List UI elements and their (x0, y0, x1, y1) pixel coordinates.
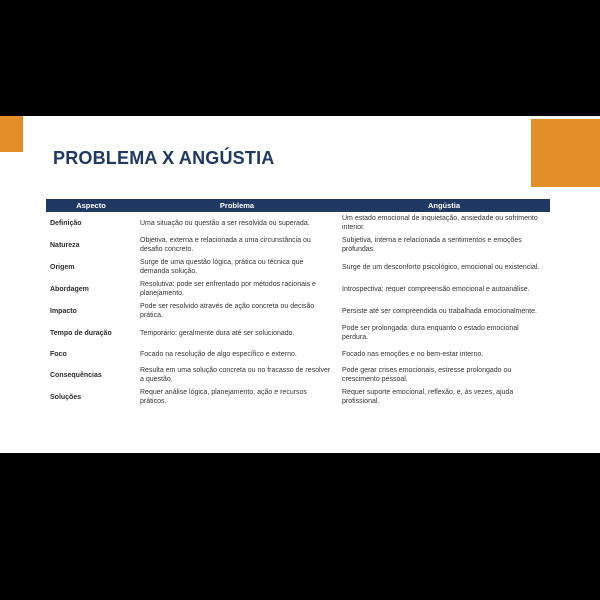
row-angustia: Pode ser prolongada: dura enquanto o estado emocional perdura. (342, 325, 519, 341)
table-header-row (46, 199, 550, 212)
table-row (46, 234, 550, 256)
row-aspect: Definição (50, 219, 82, 227)
comparison-table (46, 199, 550, 408)
header-angustia: Angústia (338, 199, 550, 212)
accent-square-right (531, 119, 600, 187)
row-problema: Temporário: geralmente dura até ser solucionado. (140, 329, 295, 337)
header-aspecto: Aspecto (46, 199, 136, 212)
row-angustia: Requer suporte emocional, reflexão, e, às vezes, ajuda profissional. (342, 389, 514, 405)
row-angustia: Um estado emocional de inquietação, ansiedade ou sofrimento interior. (342, 215, 538, 231)
row-aspect: Impacto (50, 307, 77, 315)
table-row (46, 386, 550, 408)
row-angustia: Focado nas emoções e no bem-estar interno. (342, 350, 484, 358)
row-aspect: Soluções (50, 393, 82, 401)
row-aspect: Origem (50, 263, 75, 271)
row-aspect: Consequências (50, 371, 102, 379)
slide (0, 116, 600, 453)
row-angustia: Pode gerar crises emocionais, estresse prolongado ou crescimento pessoal. (342, 367, 512, 383)
row-angustia: Subjetiva, interna e relacionada a sentimentos e emoções profundas. (342, 237, 522, 253)
row-problema: Resolutiva: pode ser enfrentado por métodos racionais e planejamento. (140, 281, 316, 297)
row-aspect: Abordagem (50, 285, 89, 293)
row-problema: Focado na resolução de algo específico e externo. (140, 350, 297, 358)
table-body (46, 212, 550, 408)
table-row (46, 212, 550, 234)
table-header (46, 199, 550, 212)
table-row (46, 300, 550, 322)
row-aspect: Tempo de duração (50, 329, 112, 337)
table-row (46, 364, 550, 386)
row-problema: Surge de uma questão lógica, prática ou técnica que demanda solução. (140, 259, 304, 275)
slide-title: PROBLEMA X ANGÚSTIA (53, 148, 275, 168)
row-problema: Pode ser resolvido através de ação concreta ou decisão prática. (140, 303, 315, 319)
row-angustia: Persiste até ser compreendida ou trabalhada emocionalmente. (342, 307, 537, 315)
row-aspect: Natureza (50, 241, 80, 249)
accent-bar-left (0, 116, 23, 152)
header-problema: Problema (136, 199, 338, 212)
row-problema: Resulta em uma solução concreta ou no fracasso de resolver a questão. (140, 367, 331, 383)
table-row (46, 256, 550, 278)
row-angustia: Surge de um desconforto psicológico, emocional ou existencial. (342, 263, 540, 271)
row-problema: Objetiva, externa e relacionada a uma circunstância ou desafio concreto. (140, 237, 311, 253)
row-problema: Requer análise lógica, planejamento, ação e recursos práticos. (140, 389, 307, 405)
table-row (46, 278, 550, 300)
row-angustia: Introspectiva: requer compreensão emocional e autoanálise. (342, 285, 530, 293)
table-row (46, 344, 550, 364)
row-aspect: Foco (50, 350, 67, 358)
table-row (46, 322, 550, 344)
row-problema: Uma situação ou questão a ser resolvida ou superada. (140, 219, 310, 227)
